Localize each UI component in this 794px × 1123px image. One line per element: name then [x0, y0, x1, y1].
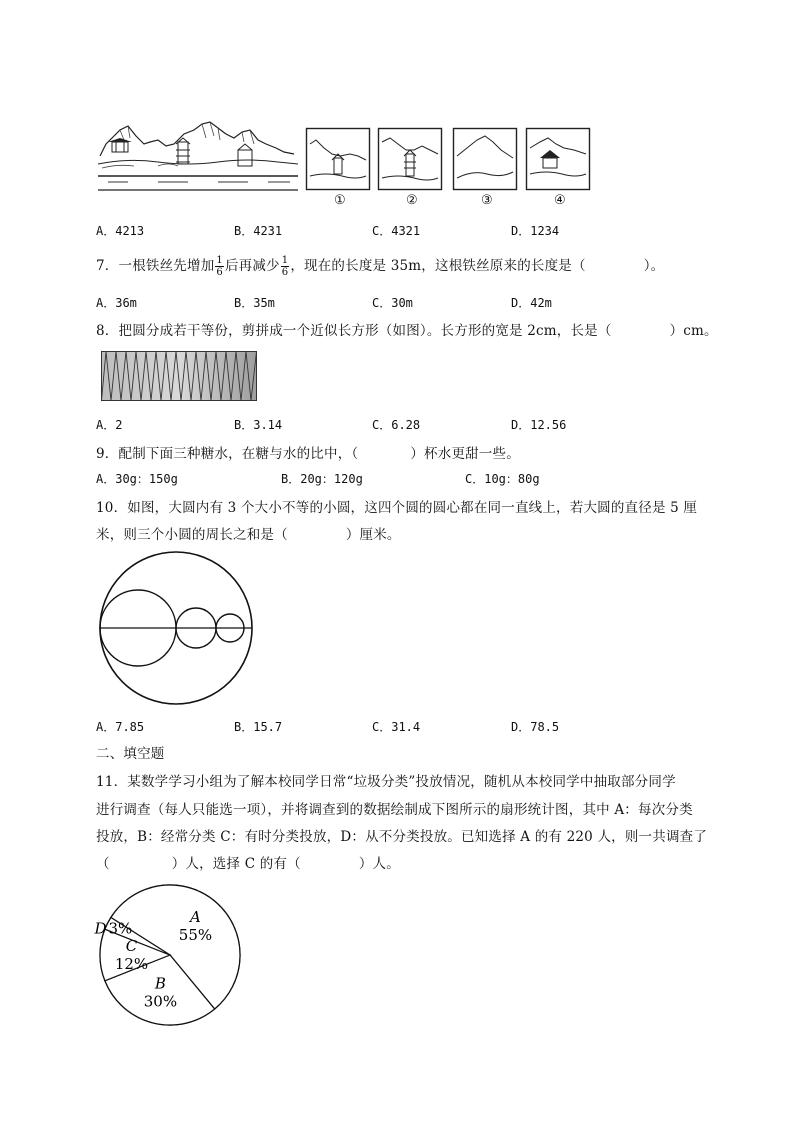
- q10-line-2: [96, 523, 401, 543]
- photo-panel-3: [453, 128, 517, 190]
- pie-value-a: 55%: [178, 926, 213, 945]
- q7-fraction-2: [281, 255, 290, 278]
- q8-text-b: ）cm。: [669, 323, 718, 339]
- pie-label-b: B: [154, 974, 166, 993]
- panel-label-3: ③: [481, 193, 493, 208]
- q7-frac1-den: 6: [216, 267, 223, 278]
- q7-option-d[interactable]: D．42m: [511, 296, 552, 310]
- q8-text-a: 8．把圆分成若干等份，剪拼成一个近似长方形（如图）。长方形的宽是 2cm，长是（: [96, 323, 612, 339]
- q10-option-d[interactable]: D．78.5: [511, 720, 560, 734]
- q11-line-1: 11．某数学学习小组为了解本校同学日常“垃圾分类”投放情况，随机从本校同学中抽取部分同学: [96, 774, 676, 790]
- q10-line-1: 10．如图，大圆内有 3 个大小不等的小圆，这四个圆的圆心都在同一直线上，若大圆的直径是 5 厘: [96, 500, 698, 516]
- q8-option-c[interactable]: C．6.28: [372, 418, 421, 432]
- q7-question: [96, 254, 664, 278]
- q11-line-2: 进行调查（每人只能选一项），并将调查到的数据绘制成下图所示的扇形统计图，其中 A：每次分类: [96, 802, 693, 818]
- q11-line-3: 投放，B：经常分类 C：有时分类投放，D：从不分类投放。已知选择 A 的有 220 人，则一共调查了: [96, 829, 708, 845]
- pie-value-c: 12%: [114, 955, 149, 973]
- q7-text-d: ）。: [643, 258, 665, 274]
- pie-value-d: 3%: [108, 919, 133, 938]
- q6-option-b[interactable]: B．4231: [234, 224, 283, 238]
- photo-panel-2: [378, 128, 442, 190]
- q10-option-c[interactable]: C．31.4: [372, 720, 421, 734]
- panel-label-4: ④: [554, 193, 566, 208]
- pie-label-d: D: [94, 919, 107, 938]
- q11-line-4: [96, 852, 400, 872]
- q8-option-a[interactable]: A．2: [96, 418, 123, 432]
- q6-option-d[interactable]: D．1234: [511, 224, 560, 238]
- q10-option-b[interactable]: B．15.7: [234, 720, 283, 734]
- q9-text-b: ）杯水更甜一些。: [410, 446, 520, 462]
- q10-text-b: ）厘米。: [345, 527, 401, 543]
- q7-frac2-den: 6: [281, 267, 289, 278]
- q9-option-a[interactable]: A．30g：150g: [96, 472, 178, 486]
- q8-option-d[interactable]: D．12.56: [511, 418, 567, 432]
- photo-panel-1: [306, 128, 370, 190]
- q7-text-b: 后再减少: [224, 258, 280, 274]
- q11-text-c: ）人。: [358, 856, 400, 872]
- q9-option-c[interactable]: C．10g：80g: [465, 472, 540, 486]
- q7-frac2-num: 1: [281, 255, 289, 266]
- q7-option-a[interactable]: A．36m: [96, 296, 137, 310]
- q7-frac1-num: 1: [216, 255, 223, 266]
- q9-question: [96, 442, 520, 462]
- q6-option-c[interactable]: C．4321: [372, 224, 421, 238]
- q7-text-a: 7．一根铁丝先增加: [96, 258, 215, 274]
- pie-value-b: 30%: [143, 992, 178, 1011]
- q11-text-b: ）人，选择 C 的有（: [171, 856, 301, 872]
- circles-figure: [98, 550, 254, 706]
- q8-option-b[interactable]: B．3.14: [234, 418, 283, 432]
- q7-fraction-1: [215, 255, 224, 278]
- pie-chart: [90, 880, 280, 1040]
- sector-rectangle-figure: [101, 351, 257, 401]
- q10-option-a[interactable]: A．7.85: [96, 720, 145, 734]
- section-title: 二、填空题: [96, 746, 165, 762]
- q7-option-c[interactable]: C．30m: [372, 296, 413, 310]
- q9-text-a: 9．配制下面三种糖水，在糖与水的比中，（: [96, 446, 359, 462]
- q6-option-a[interactable]: A．4213: [96, 224, 145, 238]
- pie-label-a: A: [190, 908, 201, 927]
- panel-label-2: ②: [406, 193, 418, 208]
- q11-text-a: （: [96, 856, 110, 872]
- q7-text-c: ，现在的长度是 35m，这根铁丝原来的长度是（: [290, 258, 586, 274]
- q9-option-b[interactable]: B．20g：120g: [281, 472, 363, 486]
- pie-label-c: C: [125, 937, 138, 955]
- panel-label-1: ①: [334, 193, 346, 208]
- scenery-picture: [98, 118, 298, 194]
- q7-option-b[interactable]: B．35m: [234, 296, 275, 310]
- q8-question: [96, 319, 718, 339]
- q10-text-a: 米，则三个小圆的周长之和是（: [96, 527, 288, 543]
- photo-panel-4: [526, 128, 590, 190]
